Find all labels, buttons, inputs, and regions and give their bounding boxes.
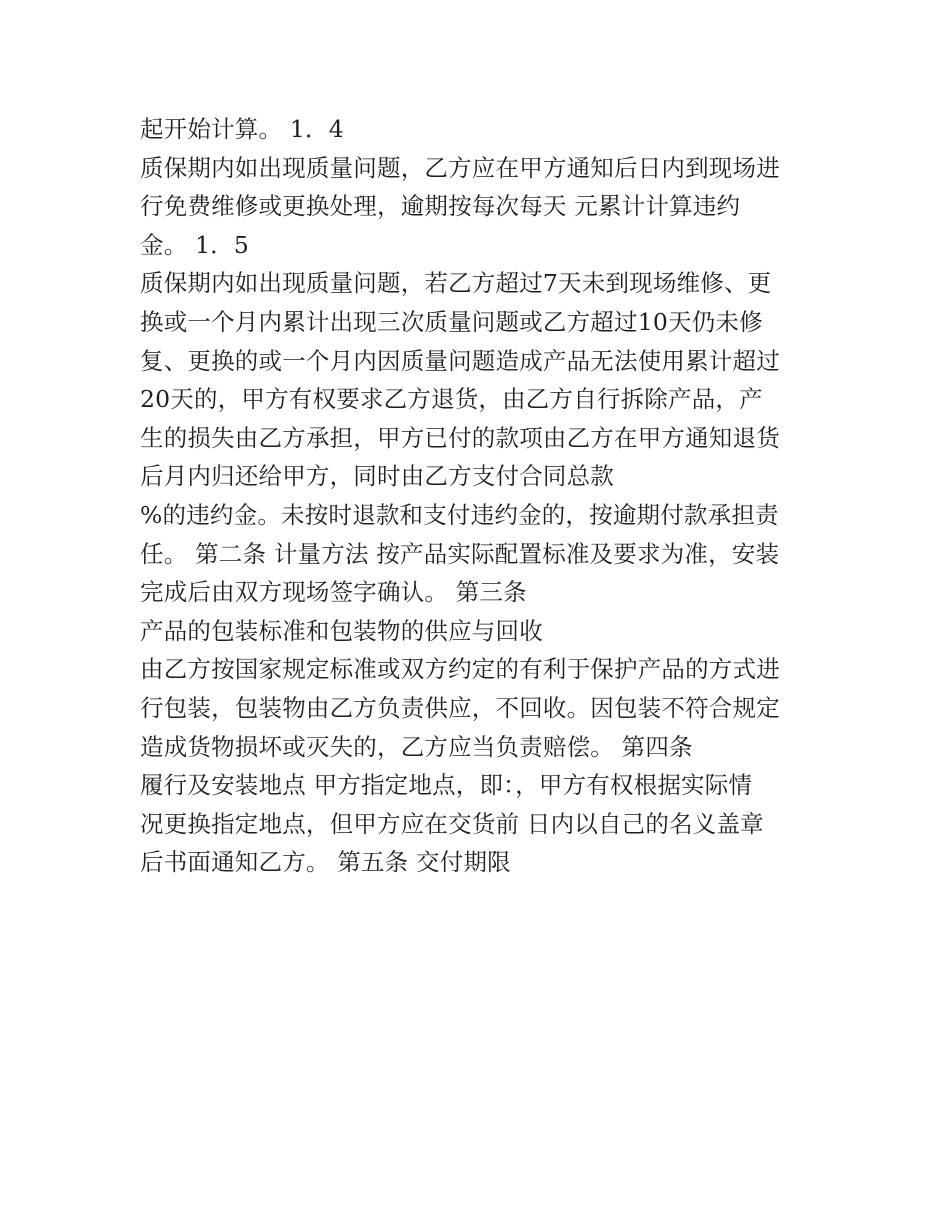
text-line: 换或一个月内累计出现三次质量问题或乙方超过10天仍未修 bbox=[140, 307, 763, 336]
text-line: 金。 1．5 bbox=[140, 230, 250, 259]
text-line: 20天的，甲方有权要求乙方退货，由乙方自行拆除产品，产 bbox=[140, 385, 763, 414]
text-line: 行免费维修或更换处理，逾期按每次每天 元累计计算违约 bbox=[140, 192, 741, 221]
document-body bbox=[140, 110, 830, 882]
text-line: 质保期内如出现质量问题，乙方应在甲方通知后日内到现场进 bbox=[140, 153, 780, 182]
text-line: 由乙方按国家规定标准或双方约定的有利于保护产品的方式进 bbox=[140, 655, 780, 684]
text-line: 履行及安装地点 甲方指定地点，即：，甲方有权根据实际情 bbox=[140, 771, 753, 800]
text-line: 质保期内如出现质量问题，若乙方超过7天未到现场维修、更 bbox=[140, 269, 772, 298]
text-line: 任。 第二条 计量方法 按产品实际配置标准及要求为准，安装 bbox=[140, 539, 780, 568]
text-line: 行包装，包装物由乙方负责供应，不回收。因包装不符合规定 bbox=[140, 693, 780, 722]
text-line: 复、更换的或一个月内因质量问题造成产品无法使用累计超过 bbox=[140, 346, 780, 375]
text-line: 后月内归还给甲方，同时由乙方支付合同总款 bbox=[140, 462, 614, 491]
text-line: 起开始计算。 1．4 bbox=[140, 115, 344, 143]
text-line: 造成货物损坏或灭失的，乙方应当负责赔偿。 第四条 bbox=[140, 732, 693, 761]
text-line: 后书面通知乙方。 第五条 交付期限 bbox=[140, 848, 511, 877]
text-line: %的违约金。未按时退款和支付违约金的，按逾期付款承担责 bbox=[140, 500, 779, 529]
text-line: 况更换指定地点，但甲方应在交货前 日内以自己的名义盖章 bbox=[140, 809, 764, 838]
text-line: 产品的包装标准和包装物的供应与回收 bbox=[140, 616, 543, 645]
text-line: 生的损失由乙方承担，甲方已付的款项由乙方在甲方通知退货 bbox=[140, 423, 780, 452]
text-line: 完成后由双方现场签字确认。 第三条 bbox=[140, 578, 527, 607]
